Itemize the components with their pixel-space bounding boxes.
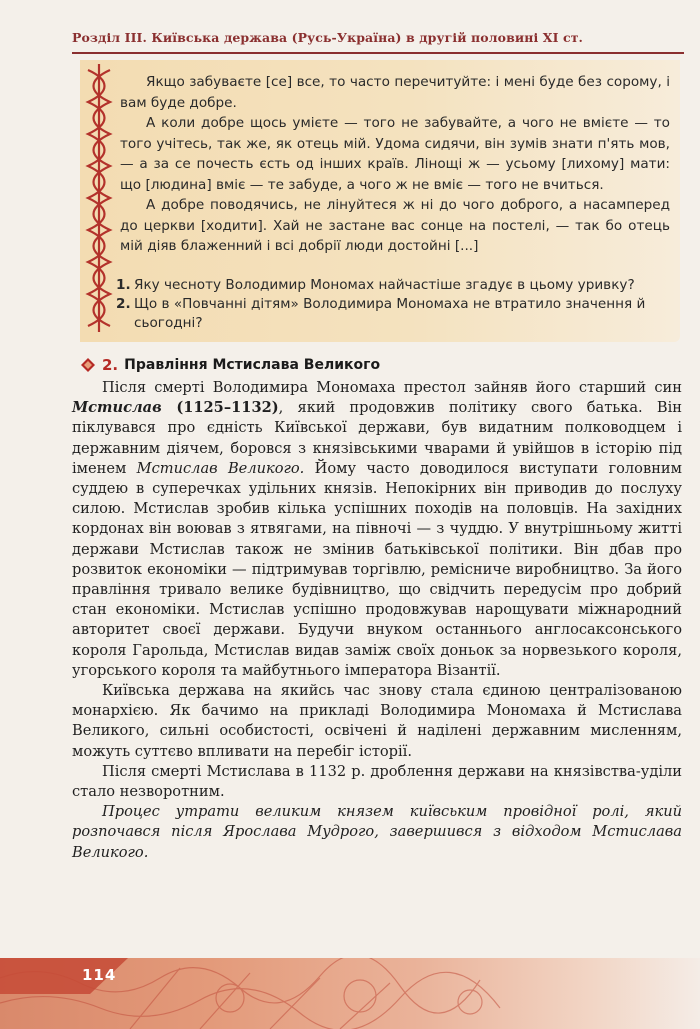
excerpt-paragraph: А коли добре щось умієте — того не забувайте, а чого не вмієте — то того учітесь, так же, як отець мій. Удома сидячи, він зумів знати п'ять мов, — а за се почесть єсть од інших країв. Лінощі ж — усьому [лихому] мати: що [людина] вміє — те забуде, а чого ж не вміє — того не вчиться.: [120, 115, 670, 193]
question-list: [116, 276, 674, 333]
conclusion-paragraph: Процес утрати великим князем київським провідної ролі, який розпочався після Ярослава Мудрого, завершився з відходом Мстислава Великого.: [72, 803, 682, 861]
diamond-bullet-icon: [80, 357, 96, 373]
question-item: [116, 295, 674, 333]
body-paragraph: Після смерті Мстислава в 1132 р. дроблення держави на князівства-уділи стало незворотним.: [72, 762, 682, 801]
ruler-name: Мстислав: [72, 399, 162, 417]
question-number: 1.: [116, 277, 131, 293]
question-number: 2.: [116, 296, 131, 312]
excerpt-text: [120, 72, 670, 257]
question-text: Яку чесноту Володимир Мономах найчастіше згадує в цьому уривку?: [134, 277, 635, 293]
section-number: 2.: [102, 356, 119, 374]
header-divider: [72, 52, 684, 54]
body-paragraph: [72, 378, 682, 681]
chapter-header: Розділ ІІІ. Київська держава (Русь-Україна) в другій половині ХІ ст.: [72, 30, 583, 45]
ruler-epithet: Мстислав Великого.: [136, 459, 305, 477]
question-item: [116, 276, 674, 295]
page-number: 114: [82, 966, 117, 984]
question-text: Що в «Повчанні дітям» Володимира Мономаха не втратило значення й сьогодні?: [134, 296, 646, 331]
section-title: Правління Мстислава Великого: [124, 357, 381, 373]
body-text: , який продовжив політику свого батька. Він піклувався про єдність Київської держави, був видатним полководцем і державним діячем, боровся з князівськими чварами й увійшов в історію під іменем: [72, 399, 682, 477]
body-text: Після смерті Володимира Мономаха престол зайняв його старший син: [102, 379, 682, 396]
section-heading: [80, 356, 680, 374]
excerpt-paragraph: А добре поводячись, не лінуйтеся ж ні до чого доброго, а насамперед до церкви [ходити]. Хай не застане вас сонце на постелі, — так бо отець мій діяв блаженний і всі добрії люди достойні [...]: [120, 197, 670, 254]
reign-years: (1125–1132): [161, 399, 279, 417]
body-text: Йому часто доводилося виступати головним суддею в суперечках удільних князів. Непокірних він приводив до послуху силою. Мстислав зробив кілька успішних походів на половців. На західних кордонах він воював з ятвягами, на півночі — з чуддю. У внутрішньому житті держави Мстислав також не змінив батьківської політики. Він дбав про розвиток економіки — підтримував торгівлю, ремісниче виробництво. За його правління тривало велике будівництво, що свідчить передусім про добрий стан економіки. Мстислав успішно продовжував нарощувати міжнародний авторитет своєї держави. Будучи внуком останнього англосаксонського короля Гарольда, Мстислав видав заміж своїх доньок за норвезького короля, угорського короля та майбутнього імператора Візантії.: [72, 459, 682, 679]
main-text: [72, 378, 682, 863]
body-paragraph: Київська держава на якийсь час знову стала єдиною централізованою монархією. Як бачимо на прикладі Володимира Мономаха й Мстислава Великого, сильні особистості, освічені й наділені державним мисленням, можуть суттєво впливати на перебіг історії.: [72, 682, 682, 760]
excerpt-paragraph: Якщо забуваєте [се] все, то часто перечитуйте: і мені буде без сорому, і вам буде добре.: [120, 74, 670, 111]
celtic-ornament-icon: [84, 64, 114, 332]
